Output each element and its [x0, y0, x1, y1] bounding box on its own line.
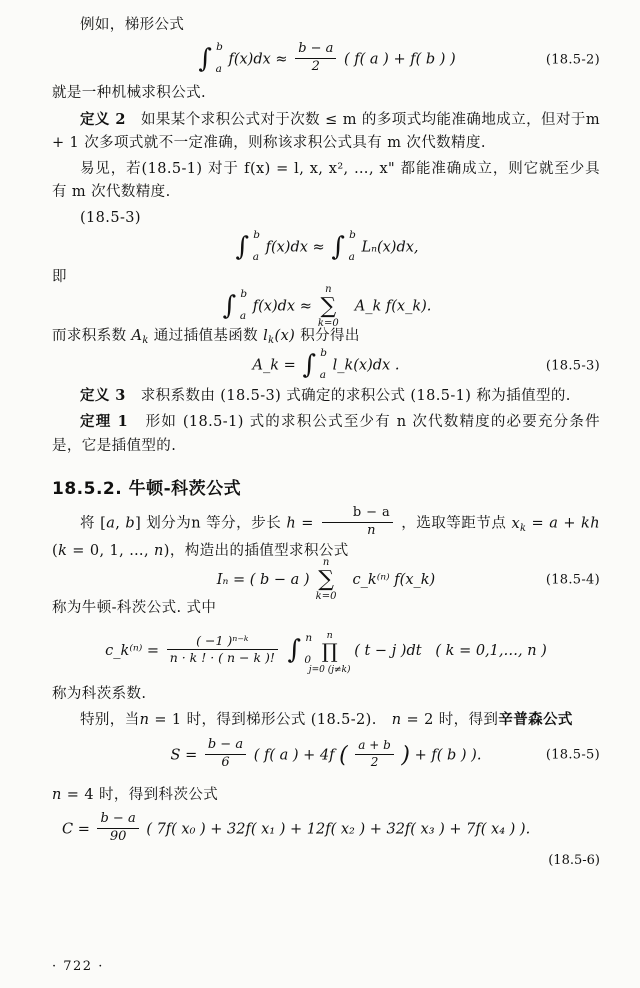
label-definition-3: 定义 3	[80, 386, 126, 404]
equation-18-5-4-body	[216, 557, 436, 603]
label-definition-2: 定义 2	[80, 110, 126, 128]
partition-text-3: ，构造出的插值型求积公式	[169, 542, 349, 559]
special-text-3: 时，得到	[438, 712, 499, 729]
relation-approx: ≈	[299, 298, 312, 315]
page-number: · 722 ·	[52, 959, 104, 974]
equation-rhs: ( f( a ) + f( b ) )	[344, 51, 456, 68]
integral-symbol: ∫ b a	[198, 41, 223, 76]
paragraph-mechanical-quadrature: 就是一种机械求积公式.	[52, 85, 207, 102]
special-text-2: 时，得到梯形公式 (18.5-2).	[186, 712, 377, 729]
relation-approx: ≈	[312, 239, 325, 256]
special-text-1: 特别，当	[80, 712, 140, 729]
paragraph-n4-intro: n = 4 时，得到科茨公式	[52, 786, 219, 803]
equation-tag-row-18-5-6	[52, 852, 600, 868]
paragraph-special-cases: 特别，当n = 1 时，得到梯形公式 (18.5-2). n = 2 时，得到辛普森公式	[80, 711, 573, 729]
integrand-right: Lₙ(x)dx,	[361, 239, 419, 256]
fraction-step-size: $\frac{b - a}{n}$	[322, 506, 393, 539]
equation-body-right: + f( b ) ).	[414, 747, 482, 764]
equation-body: ( 7f( x₀ ) + 32f( x₁ ) + 12f( x₂ ) + 32f( x₃ ) + 7f( x₄ ) ).	[146, 821, 531, 838]
easy-see-label: 易见，若	[80, 160, 142, 177]
equation-18-5-2	[52, 43, 600, 76]
fraction: $\frac{\text{( −1 )ⁿ⁻ᵏ}}{n \cdot k ! \cdot ( n - k )!}$	[167, 634, 278, 666]
integral-symbol: ∫ b a	[302, 347, 327, 382]
equation-quadrature-sum	[52, 283, 600, 329]
integrand: l_k(x)dx .	[332, 357, 400, 374]
equation-tag-18-5-2: (18.5-2)	[545, 52, 600, 68]
relation-approx: ≈	[275, 51, 288, 68]
fraction: $\frac{b - a}{2}$	[295, 42, 336, 75]
coef-intro-text: 而求积系数	[52, 327, 127, 344]
equation-tag-18-5-4: (18.5-4)	[545, 572, 600, 588]
equation-interpolation-approx-body	[233, 229, 419, 264]
paragraph-namely: 即	[52, 268, 67, 285]
partition-text-1: 划分为n 等分，步长	[146, 515, 282, 532]
integrand-left: f(x)dx	[265, 239, 308, 256]
equation-quadrature-sum-body	[221, 283, 432, 329]
equation-18-5-3	[52, 347, 600, 382]
integral-symbol: ∫ b a	[331, 229, 356, 264]
equation-cotes-coefficient	[52, 629, 600, 675]
equation-body-left: ( f( a ) + 4f	[253, 747, 335, 764]
summation-term: c_k⁽ⁿ⁾ f(x_k)	[352, 572, 436, 589]
paragraph-definition-3	[52, 384, 600, 408]
paragraph-definition-2	[52, 108, 600, 156]
equation-lhs: Iₙ = ( b − a )	[216, 572, 310, 589]
product-body: ( t − j )dt	[354, 642, 422, 659]
page-content	[52, 14, 600, 874]
equation-18-5-6	[52, 813, 600, 846]
equation-18-5-3-body	[252, 347, 400, 382]
paragraph-interpolation-function: (18.5-3)	[80, 209, 141, 226]
integrand: f(x)dx	[228, 51, 271, 68]
summation-symbol: ∑ n k=0	[317, 283, 339, 329]
paragraph-partition: 将 [a, b] 划分为n 等分，步长 h = $\frac{b - a}{n}$ ，选取等距节点 $x_k = a$ + kh (k = 0, 1, …, n)，构造出的插值型求积公式	[52, 505, 600, 559]
integral-symbol: ∫ n 0	[287, 632, 313, 667]
summation-term: A_k f(x_k).	[354, 298, 432, 315]
integrand: f(x)dx	[252, 298, 296, 315]
equation-18-5-5-body	[170, 736, 482, 772]
n4-text: 时，得到科茨公式	[98, 786, 219, 803]
equation-lhs: S =	[170, 747, 198, 764]
paren-open-big: (	[339, 742, 348, 768]
fraction: $\frac{b - a}{6}$	[205, 738, 246, 771]
theorem-1-text: 形如 (18.5-1) 式的求积公式至少有 n 次代数精度的必要充分条件是，它是插值型的.	[52, 414, 600, 454]
section-heading: 18.5.2. 牛顿-科茨公式	[52, 479, 242, 500]
equation-18-5-2-body	[196, 43, 455, 76]
equation-tag-18-5-3: (18.5-3)	[545, 358, 600, 374]
paragraph-cotes-coefficient-name: 称为科茨系数.	[52, 685, 147, 702]
equation-lhs: c_k⁽ⁿ⁾ =	[105, 642, 160, 659]
equation-18-5-5	[52, 736, 600, 772]
equation-condition: ( k = 0,1,…, n )	[435, 642, 547, 659]
definition-3-text: 求积系数由 (18.5-3) 式确定的求积公式 (18.5-1) 称为插值型的.	[140, 387, 571, 404]
integral-symbol: ∫ b a	[235, 229, 260, 264]
fraction-den-n: n	[367, 523, 376, 539]
equation-18-5-6-body	[62, 813, 530, 846]
paren-close-big: )	[401, 742, 411, 768]
integral-symbol: ∫ b a	[222, 288, 248, 323]
paragraph-newton-cotes-name: 称为牛顿-科茨公式. 式中	[52, 600, 217, 617]
equation-tag-18-5-6: (18.5-6)	[548, 852, 600, 868]
definition-2-text: 如果某个求积公式对于次数 ≤ m 的多项式均能准确地成立，但对于m + 1 次多项式就不一定准确，则称该求积公式具有 m 次代数精度.	[52, 111, 600, 152]
equation-interpolation-approx	[52, 229, 600, 264]
paragraph-coefficients-intro: 而求积系数 $A_k$ 通过插值基函数 $l_k(x)$ 积分得出	[52, 327, 360, 346]
equation-lhs: C =	[62, 821, 90, 838]
equation-18-5-4	[52, 557, 600, 603]
fraction: $\frac{b - a}{90}$	[97, 812, 138, 845]
paragraph-theorem-1	[52, 410, 600, 458]
paragraph-example-intro: 例如，梯形公式	[80, 17, 185, 33]
partition-text-2: ，选取等距节点	[401, 515, 507, 532]
product-symbol: ∏ n j=0 (j≠k)	[308, 629, 351, 675]
fraction-inner: $\frac{a + b}{2}$	[355, 739, 394, 770]
easy-see-text: 对于 f(x) = l, x, x², …, x" 都能准确成立，则它就至少具有 m 次代数精度.	[52, 160, 600, 201]
simpson-formula-name: 辛普森公式	[498, 711, 573, 729]
label-theorem-1: 定理 1	[80, 413, 129, 431]
equation-cotes-coefficient-body	[105, 629, 547, 675]
equation-lhs: A_k =	[252, 357, 296, 374]
paragraph-easy-to-see: 易见，若(18.5-1) 对于 f(x) = l, x, x², …, x" 都能准确成立，则它就至少具有 m 次代数精度.	[52, 160, 600, 201]
equation-tag-18-5-5: (18.5-5)	[545, 747, 600, 763]
summation-symbol: ∑ n k=0	[315, 557, 337, 603]
